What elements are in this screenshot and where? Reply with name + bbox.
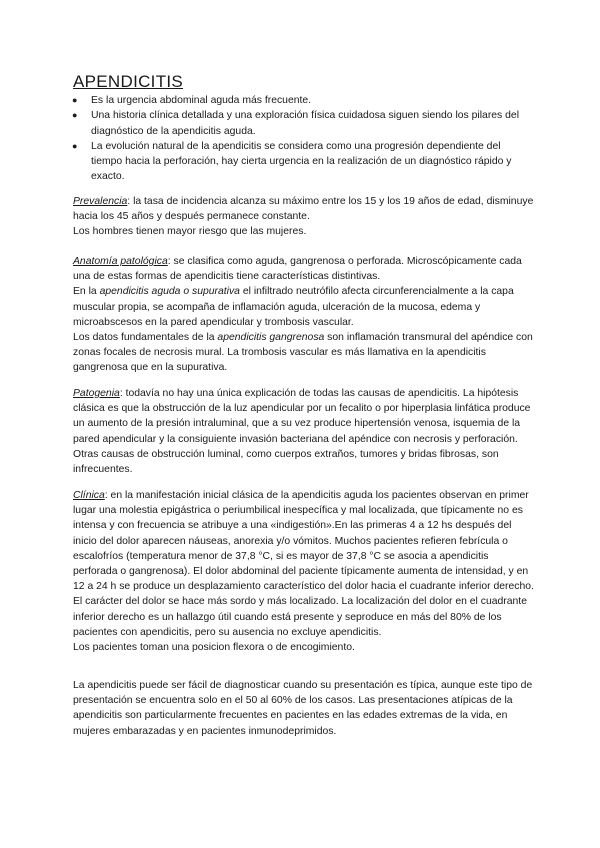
- section-text: La apendicitis puede ser fácil de diagnosticar cuando su presentación es típica, aunque este tipo de presentación se encuentra solo en el 50 al 60% de los casos. Las presentaciones atípicas de la apendicitis son particularmente frecuentes en pacientes en las edades extremas de la vida, en mujeres embarazadas y en pacientes inmunodeprimidos.: [73, 680, 533, 737]
- italic-term: apendicitis gangrenosa: [217, 332, 325, 344]
- section-text: : se clasifica como aguda, gangrenosa o perforada. Microscópicamente cada una de estas formas de apendicitis tiene características distintivas.: [73, 256, 522, 283]
- section-text: : en la manifestación inicial clásica de la apendicitis aguda los pacientes observan en primer lugar una molestia epigástrica o periumbilical inespecífica y mal localizada, que típicamente no es intensa y con frecuencia se atribuye a una «indigestión».En las primeras 4 a 12 hs después del inicio del dolor aparecen náuseas, anorexia y/o vómitos. Muchos pacientes refieren febrícula o escalofríos (temperatura menor de 37,8 °C, si es mayor de 37,8 °C se asocia a apendicitis perforada o gangrenosa). El dolor abdominal del paciente típicamente aumenta de intensidad, y en 12 a 24 h se produce un desplazamiento característico del dolor hacia el cuadrante inferior derecho. El carácter del dolor se hace más sordo y más localizado. La localización del dolor en el cuadrante inferior derecho es un hallazgo útil cuando está presente y seproduce en más del 80% de los pacientes con apendicitis, pero su ausencia no excluye apendicitis.: [73, 490, 534, 638]
- paragraph: Los pacientes toman una posicion flexora o de encogimiento.: [73, 642, 355, 654]
- section-anatomia: [73, 254, 535, 376]
- section-text: Los hombres tienen mayor riesgo que las mujeres.: [73, 226, 307, 238]
- section-diagnostico: [73, 678, 535, 739]
- section-label: Anatomía patológica: [73, 256, 168, 267]
- section-text: : todavía no hay una única explicación de todas las causas de apendicitis. La hipótesis clásica es que la obstrucción de la luz apendicular por un fecalito o por hiperplasia linfática produce un aumento de la presión intraluminal, que a su vez produce hipertensión venosa, isquemia de la pared apendicular y la consiguiente invasión bacteriana del apéndice con necrosis y perforación. Otras causas de obstrucción luminal, como cuerpos extraños, tumores y bridas fibrosas, son infrecuentes.: [73, 388, 531, 476]
- section-prevalencia: [73, 194, 535, 240]
- section-clinica: [73, 488, 535, 655]
- section-label: Clínica: [73, 490, 105, 501]
- paragraph: En la apendicitis aguda o supurativa el infiltrado neutrófilo afecta circunferencialmente a la capa muscular propia, se acompaña de inflamación aguda, ulceración de la mucosa, edema y microabscesos en la pared apendicular y trombosis vascular.: [73, 286, 514, 328]
- list-item: ● Una historia clínica detallada y una exploración física cuidadosa siguen siendo los pilares del diagnóstico de la apendicitis aguda.: [72, 108, 532, 139]
- section-patogenia: [73, 386, 535, 477]
- key-points-list: [72, 93, 532, 185]
- section-label: Patogenia: [73, 388, 120, 399]
- paragraph: Los datos fundamentales de la apendicitis gangrenosa son inflamación transmural del apéndice con zonas focales de necrosis mural. La trombosis vascular es más llamativa en la apendicitis gangrenosa que en la supurativa.: [73, 332, 533, 374]
- page-title: APENDICITIS: [73, 72, 184, 91]
- italic-term: apendicitis aguda o supurativa: [99, 286, 240, 298]
- list-item: ● Es la urgencia abdominal aguda más frecuente.: [72, 93, 532, 108]
- section-label: Prevalencia: [73, 196, 128, 207]
- list-item: ● La evolución natural de la apendicitis se considera como una progresión dependiente del tiempo hacia la perforación, hay cierta urgencia en la realización de un diagnóstico rápido y exacto.: [72, 139, 532, 185]
- section-text: : la tasa de incidencia alcanza su máximo entre los 15 y los 19 años de edad, disminuye hacia los 45 años y después permanece constante.: [73, 196, 534, 223]
